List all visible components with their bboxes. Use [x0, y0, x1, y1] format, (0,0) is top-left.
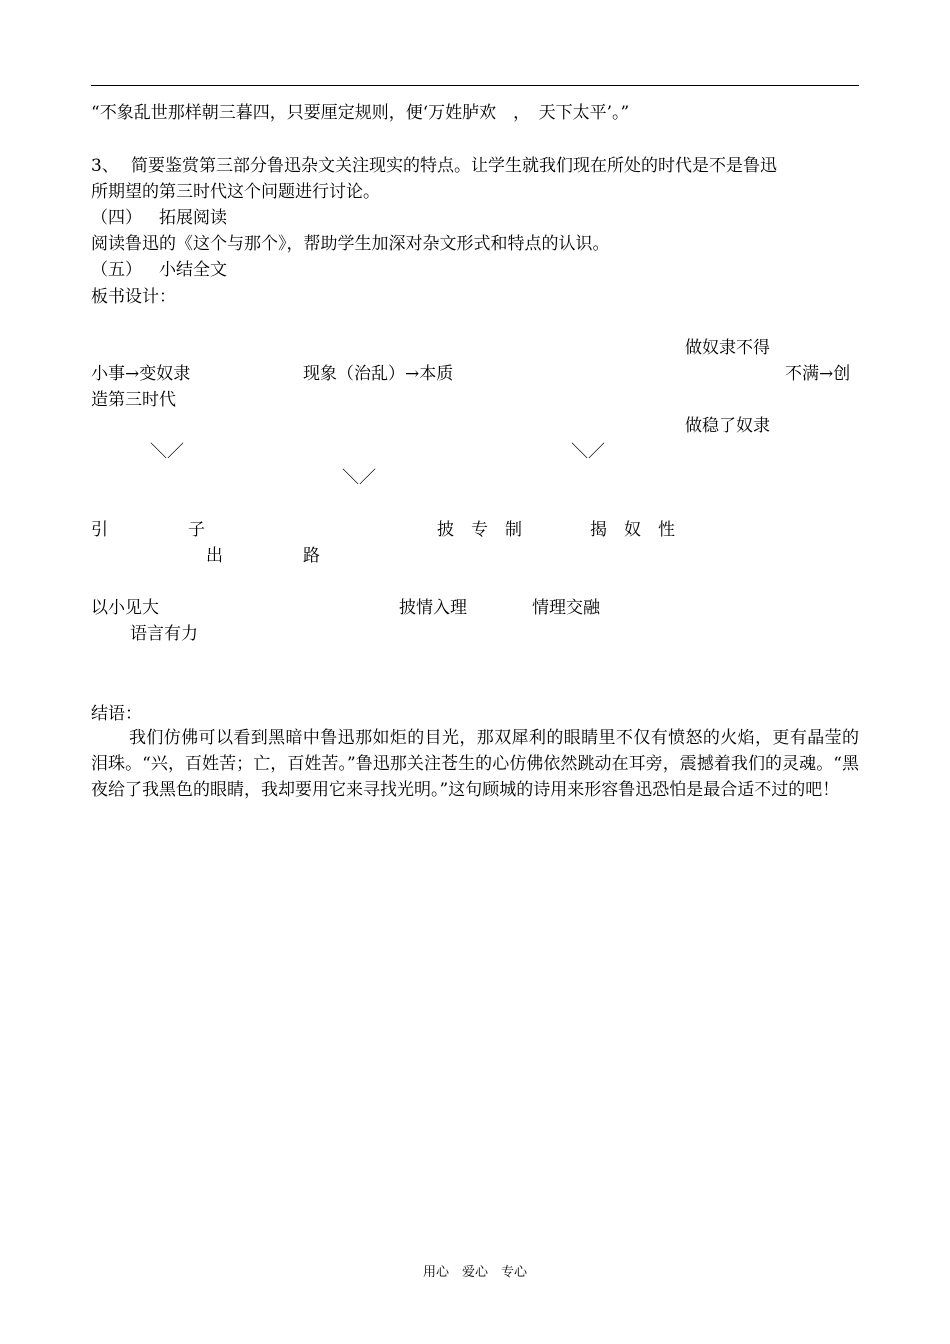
- item-3-line-1: 简要鉴赏第三部分鲁迅杂文关注现实的特点。让学生就我们现在所处的时代是不是鲁迅: [131, 156, 777, 176]
- board-lu: 路: [303, 546, 320, 566]
- section-5-number: （五）: [91, 260, 142, 280]
- item-3-line-2: 所期望的第三时代这个问题进行讨论。: [91, 182, 380, 202]
- board-title: 板书设计：: [91, 287, 176, 307]
- board-language: 语言有力: [130, 624, 198, 644]
- board-small-big: 以小见大: [91, 598, 159, 618]
- section-4-text: 阅读鲁迅的《这个与那个》，帮助学生加深对杂文形式和特点的认识。: [91, 234, 610, 254]
- section-4-title: 拓展阅读: [159, 208, 227, 228]
- board-dissatisfied: 不满→创: [785, 364, 851, 384]
- board-small-matter: 小事→变奴隶: [91, 364, 191, 384]
- board-expose-system: 披 专 制: [437, 520, 522, 540]
- board-zi: 子: [188, 520, 205, 540]
- section-4-number: （四）: [91, 208, 142, 228]
- board-blend: 情理交融: [532, 598, 600, 618]
- conclusion-text: 我们仿佛可以看到黑暗中鲁迅那如炬的目光，那双犀利的眼睛里不仅有愤怒的火焰，更有晶莹的泪珠。“兴，百姓苦；亡，百姓苦。”鲁迅那关注苍生的心仿佛依然跳动在耳旁，震撼着我们的灵魂。“黑夜给了我黑色的眼睛，我却要用它来寻找光明。”这句顾城的诗用来形容鲁迅恐怕是最合适不过的吧！: [91, 728, 859, 800]
- board-slash-1: ＼／: [150, 442, 184, 462]
- page-footer: 用心 爱心 专心: [422, 1265, 527, 1280]
- board-slash-2: ＼／: [571, 442, 605, 462]
- conclusion-title: 结语：: [91, 704, 142, 724]
- board-phenomenon: 现象（治乱）→本质: [303, 364, 454, 384]
- board-not-slave: 做奴隶不得: [685, 338, 770, 358]
- header-rule: [91, 85, 859, 86]
- board-reveal-nature: 揭 奴 性: [590, 520, 675, 540]
- board-emotion-reason: 披情入理: [399, 598, 467, 618]
- section-5-title: 小结全文: [159, 260, 227, 280]
- board-slash-3: ＼／: [342, 468, 376, 488]
- board-chu: 出: [206, 546, 223, 566]
- quote-line: “不象乱世那样朝三暮四，只要厘定规则，便‘万姓胪欢 ， 天下太平’。”: [91, 103, 630, 123]
- board-create-era: 造第三时代: [91, 390, 176, 410]
- board-stable-slave: 做稳了奴隶: [685, 416, 770, 436]
- board-yin: 引: [91, 520, 108, 540]
- item-3-number: 3、: [91, 156, 119, 176]
